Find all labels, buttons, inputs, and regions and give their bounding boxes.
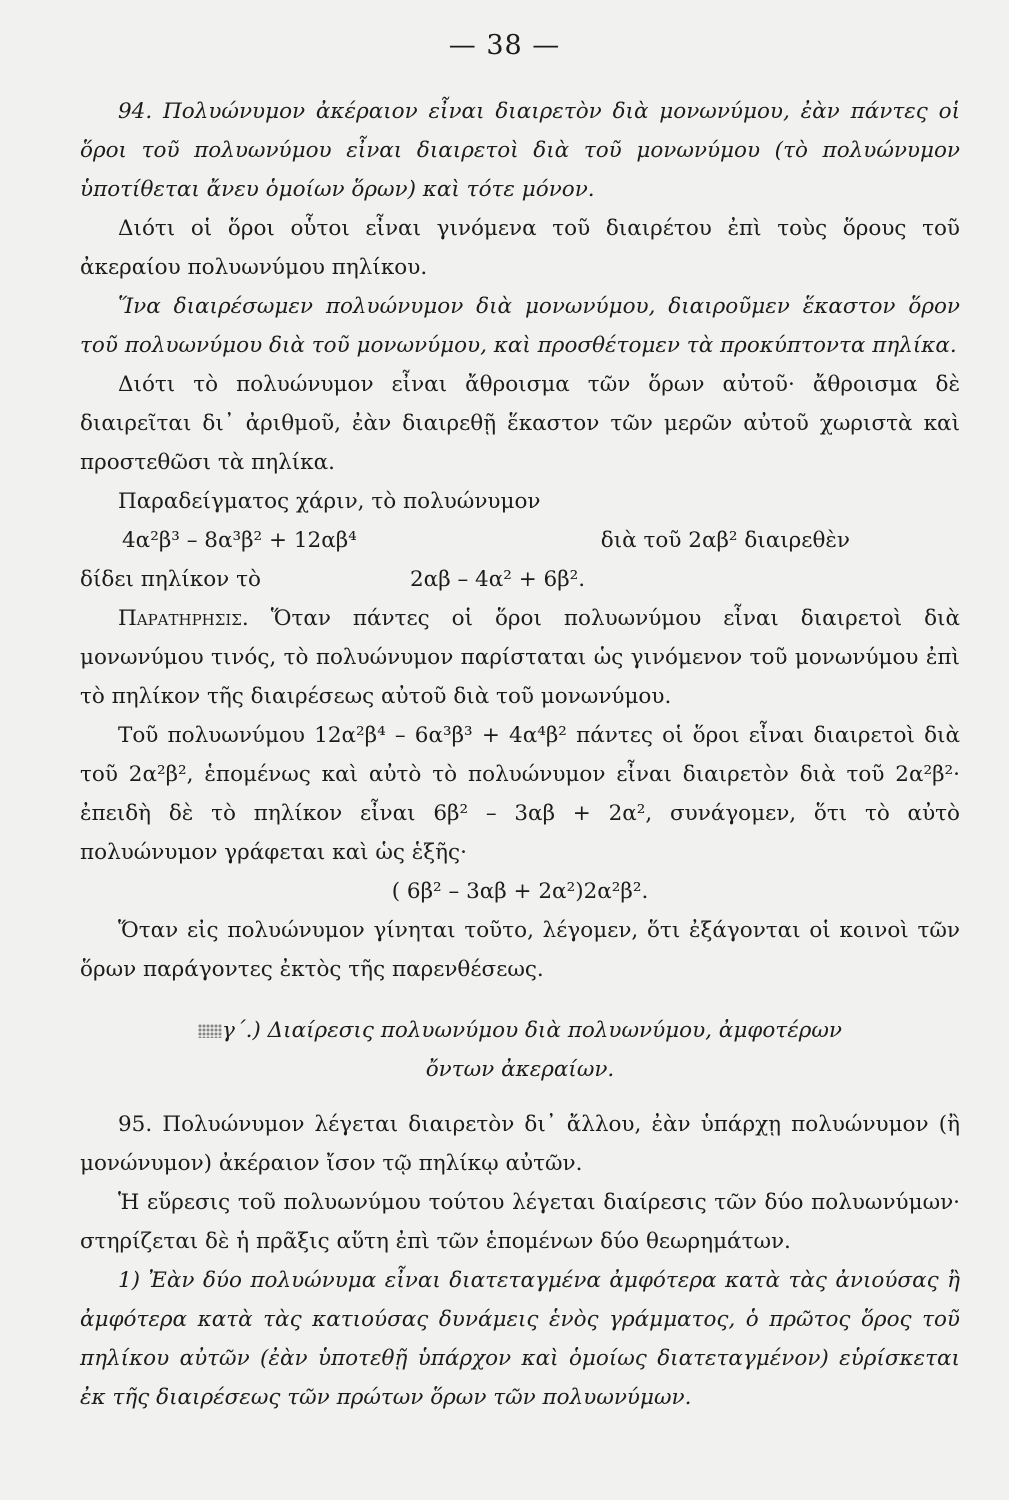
example-gives-text: δίδει πηλίκον τὸ: [80, 567, 261, 592]
example-divisor-text: διὰ τοῦ 2αβ² διαιρεθὲν: [600, 528, 850, 553]
example-polynomial: 4α²β³ – 8α³β² + 12αβ⁴: [122, 528, 357, 553]
subsection-title: [80, 1011, 960, 1050]
factored-formula: ( 6β² – 3αβ + 2α²)2α²β².: [391, 879, 649, 904]
page-content: [80, 92, 960, 1417]
example-dividend-line: [80, 521, 960, 560]
page-number: — 38 —: [448, 30, 561, 61]
paragraph-94-reason: Διότι τὸ πολυώνυμον εἶναι ἄθροισμα τῶν ὅρων αὐτοῦ· ἄθροισμα δὲ διαιρεῖται δι᾽ ἀριθμοῦ, ἐὰν διαιρεθῇ ἕκαστον τῶν μερῶν αὐτοῦ χωριστὰ καὶ προστεθῶσι τὰ πηλίκα.: [80, 372, 960, 475]
paragraph-94-statement: 94. Πολυώνυμον ἀκέραιον εἶναι διαιρετὸν διὰ μονωνύμου, ἐὰν πάντες οἱ ὅροι τοῦ πολυωνύμου εἶναι διαιρετοὶ διὰ τοῦ μονωνύμου (τὸ πολυώνυμον ὑποτίθεται ἄνευ ὁμοίων ὅρων) καὶ τότε μόνον.: [80, 99, 960, 202]
paragraph-95-theorem-1: 1) Ἐὰν δύο πολυώνυμα εἶναι διατεταγμένα ἀμφότερα κατὰ τὰς ἀνιούσας ἢ ἀμφότερα κατὰ τὰς κατιούσας δυνάμεις ἑνὸς γράμματος, ὁ πρῶτος ὅρος τοῦ πηλίκου αὐτῶν (ἐὰν ὑποτεθῇ ὑπάρχον καὶ ὁμοίως διατεταγμένον) εὑρίσκεται ἐκ τῆς διαιρέσεως τῶν πρώτων ὅρων τῶν πολυωνύμων.: [80, 1268, 960, 1410]
example-quotient: 2αβ – 4α² + 6β².: [410, 567, 586, 592]
remark-label: Παρατηρησις.: [118, 606, 249, 631]
paragraph-94-proof: Διότι οἱ ὅροι οὗτοι εἶναι γινόμενα τοῦ διαιρέτου ἐπὶ τοὺς ὅρους τοῦ ἀκεραίου πολυωνύμου πηλίκου.: [80, 216, 960, 280]
paragraph-94-conclusion: Ὅταν εἰς πολυώνυμον γίνηται τοῦτο, λέγομεν, ὅτι ἐξάγονται οἱ κοινοὶ τῶν ὅρων παράγοντες ἐκτὸς τῆς παρενθέσεως.: [80, 918, 960, 982]
paragraph-95-intro: Ἡ εὕρεσις τοῦ πολυωνύμου τούτου λέγεται διαίρεσις τῶν δύο πολυωνύμων· στηρίζεται δὲ ἡ πρᾶξις αὕτη ἐπὶ τῶν ἑπομένων δύο θεωρημάτων.: [80, 1190, 960, 1254]
remark-text: Ὅταν πάντες οἱ ὅροι πολυωνύμου εἶναι διαιρετοὶ διὰ μονωνύμου τινός, τὸ πολυώνυμον παρίσταται ὡς γινόμενον τοῦ μονωνύμου ἐπὶ τὸ πηλίκον τῆς διαιρέσεως αὐτοῦ διὰ τοῦ μονωνύμου.: [80, 606, 961, 709]
subsection-title-line2: ὄντων ἀκεραίων.: [425, 1057, 615, 1082]
paragraph-94-rule: Ἵνα διαιρέσωμεν πολυώνυμον διὰ μονωνύμου, διαιροῦμεν ἕκαστον ὅρον τοῦ πολυωνύμου διὰ τοῦ μονωνύμου, καὶ προσθέτομεν τὰ προκύπτοντα πηλίκα.: [80, 294, 960, 358]
example-quotient-line: [80, 560, 960, 599]
paragraph-95-definition: 95. Πολυώνυμον λέγεται διαιρετὸν δι᾽ ἄλλου, ἐὰν ὑπάρχῃ πολυώνυμον (ἢ μονώνυμον) ἀκέραιον ἴσον τῷ πηλίκῳ αὐτῶν.: [80, 1112, 960, 1176]
remark-paragraph: [80, 599, 960, 716]
paragraph-94-application: Τοῦ πολυωνύμου 12α²β⁴ – 6α³β³ + 4α⁴β² πάντες οἱ ὅροι εἶναι διαιρετοὶ διὰ τοῦ 2α²β², ἑπομένως καὶ αὐτὸ τὸ πολυώνυμον εἶναι διαιρετὸν διὰ τοῦ 2α²β²· ἐπειδὴ δὲ τὸ πηλίκον εἶναι 6β² – 3αβ + 2α², συνάγομεν, ὅτι τὸ αὐτὸ πολυώνυμον γράφεται καὶ ὡς ἑξῆς·: [80, 723, 960, 865]
subsection-title-line1: γ΄.) Διαίρεσις πολυωνύμου διὰ πολυωνύμου, ἀμφοτέρων: [222, 1018, 842, 1043]
ink-blot-icon: [198, 1024, 222, 1038]
paragraph-94-example-intro: Παραδείγματος χάριν, τὸ πολυώνυμον: [118, 489, 541, 514]
